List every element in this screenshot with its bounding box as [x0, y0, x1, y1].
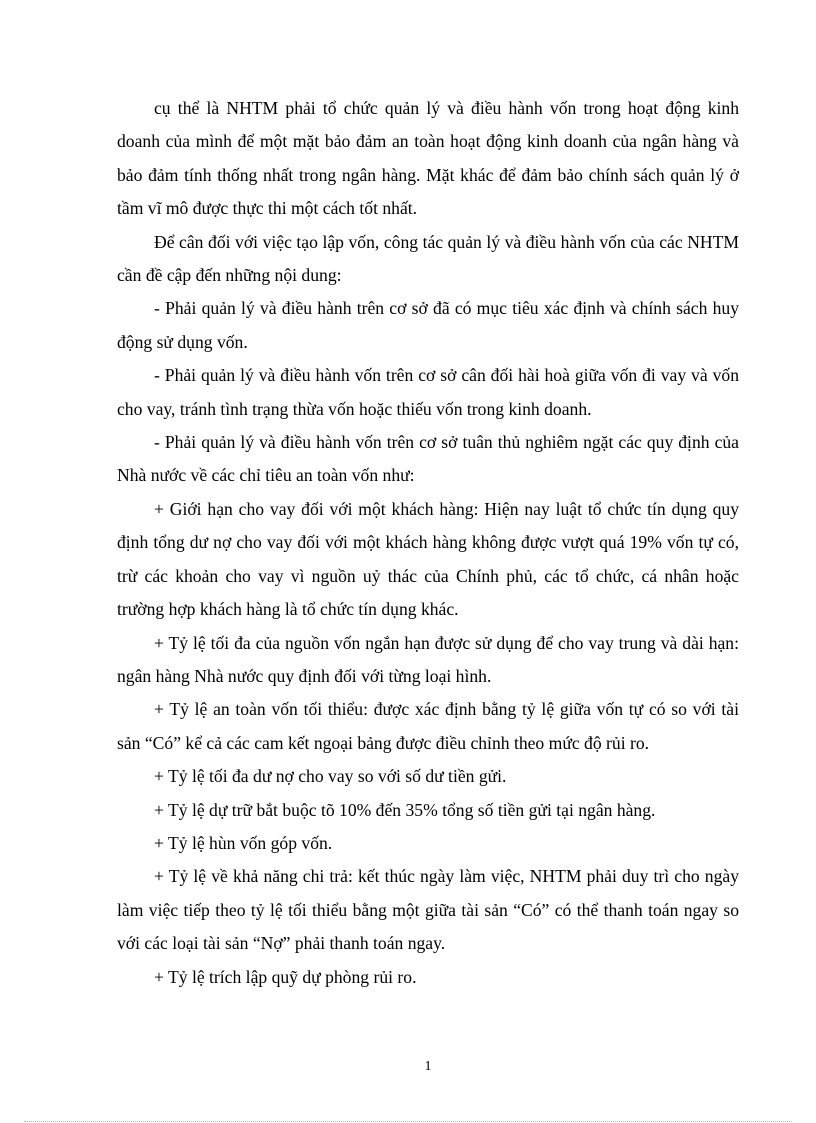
paragraph: + Tỷ lệ tối đa dư nợ cho vay so với số dư tiền gửi. — [154, 766, 507, 787]
page-bottom-divider — [24, 1121, 792, 1122]
paragraph: Để cân đối với việc tạo lập vốn, công tác quản lý và điều hành vốn của các NHTM cần đề cập đến những nội dung: — [117, 231, 739, 286]
paragraph: + Tỷ lệ dự trữ bắt buộc tõ 10% đến 35% tổng số tiền gửi tại ngân hàng. — [154, 799, 656, 820]
paragraph: + Tỷ lệ về khả năng chi trả: kết thúc ngày làm việc, NHTM phải duy trì cho ngày làm việc tiếp theo tỷ lệ tối thiểu bằng một giữa tài sản “Có” có thể thanh toán ngay so với các loại tài sản “Nợ” phải thanh toán ngay. — [117, 866, 739, 954]
paragraph: + Tỷ lệ hùn vốn góp vốn. — [154, 832, 333, 853]
paragraph: - Phải quản lý và điều hành trên cơ sở đã có mục tiêu xác định và chính sách huy động sử dụng vốn. — [117, 298, 739, 352]
paragraph: - Phải quản lý và điều hành vốn trên cơ sở cân đối hài hoà giữa vốn đi vay và vốn cho vay, tránh tình trạng thừa vốn hoặc thiếu vốn trong kinh doanh. — [117, 365, 739, 419]
paragraph: cụ thể là NHTM phải tổ chức quản lý và điều hành vốn trong hoạt động kinh doanh của mình để một mặt bảo đảm an toàn hoạt động kinh doanh của ngân hàng và bảo đảm tính thống nhất trong ngân hàng. Mặt khác để đảm bảo chính sách quản lý ở tầm vĩ mô được thực thi một cách tốt nhất. — [117, 98, 739, 219]
page-number: 1 — [424, 1059, 432, 1074]
paragraph: + Tỷ lệ tối đa của nguồn vốn ngắn hạn được sử dụng để cho vay trung và dài hạn: ngân hàng Nhà nước quy định đối với từng loại hình. — [117, 632, 739, 686]
paragraph: + Giới hạn cho vay đối với một khách hàng: Hiện nay luật tổ chức tín dụng quy định tổng dư nợ cho vay đối với một khách hàng không được vượt quá 19% vốn tự có, trừ các khoản cho vay vì nguồn uỷ thác của Chính phủ, các tổ chức, cá nhân hoặc trường hợp khách hàng là tổ chức tín dụng khác. — [117, 498, 739, 620]
paragraph: - Phải quản lý và điều hành vốn trên cơ sở tuân thủ nghiêm ngặt các quy định của Nhà nước về các chỉ tiêu an toàn vốn như: — [117, 432, 739, 486]
paragraph: + Tỷ lệ an toàn vốn tối thiểu: được xác định bằng tỷ lệ giữa vốn tự có so với tài sản “Có” kể cả các cam kết ngoại bảng được điều chỉnh theo mức độ rủi ro. — [117, 699, 739, 753]
document-body — [117, 92, 739, 994]
paragraph: + Tỷ lệ trích lập quỹ dự phòng rủi ro. — [154, 966, 417, 987]
